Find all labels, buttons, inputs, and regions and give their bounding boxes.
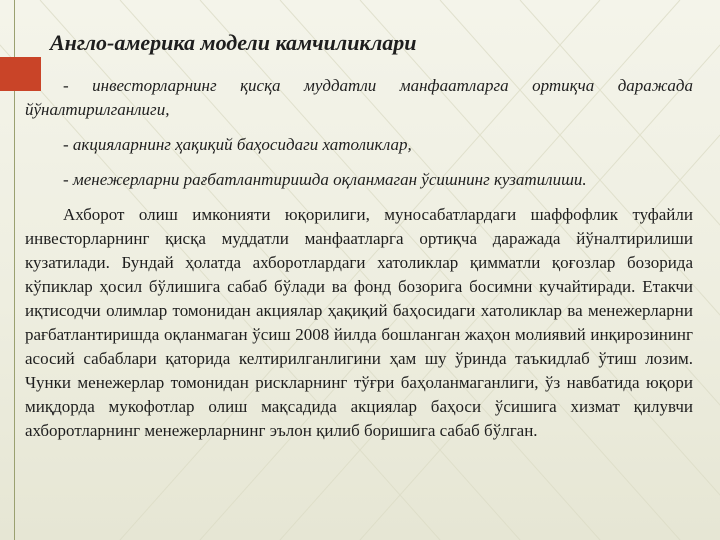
slide-title: Англо-америка модели камчиликлари [50,30,417,55]
list-item: - менежерларни рағбатлантиришда оқланмаган ўсишнинг кузатилиши. [63,170,587,189]
slide-content [25,74,693,454]
body-paragraph: Ахборот олиш имконияти юқорилиги, муносабатлардаги шаффофлик туфайли инвесторларнинг қисқа муддатли манфаатларга ортиқча даражада йўналтирилиши кузатилади. Бундай ҳолатда ахборотлардаги хатоликлар қимматли қоғозлар бозорида кўпиклар ҳосил бўлишига сабаб бўлади ва фонд бозорига босимни кучайтиради. Етакчи иқтисодчи олимлар томонидан акциялар ҳақиқий баҳосидаги хатоликлар ва менежерларни рағбатлантиришда оқланмаган ўсиш 2008 йилда бошланган жаҳон молиявий инқирозининг асосий сабаблари қаторида келтирилганлигини ҳам шу ўринда таъкидлаб ўтиш лозим. Чунки менежерлар томонидан рискларнинг тўғри баҳоланмаганлиги, ўз навбатида юқори миқдорда мукофотлар олиш мақсадида акциялар баҳоси ўсишига хизмат қилувчи ахборотларнинг менежерларнинг эълон қилиб боришига сабаб бўлган. [25,205,693,440]
list-item: - инвесторларнинг қисқа муддатли манфаатларга ортиқча даражада йўналтирилганлиги, [25,76,693,119]
list-item: - акцияларнинг ҳақиқий баҳосидаги хатоликлар, [63,135,412,154]
